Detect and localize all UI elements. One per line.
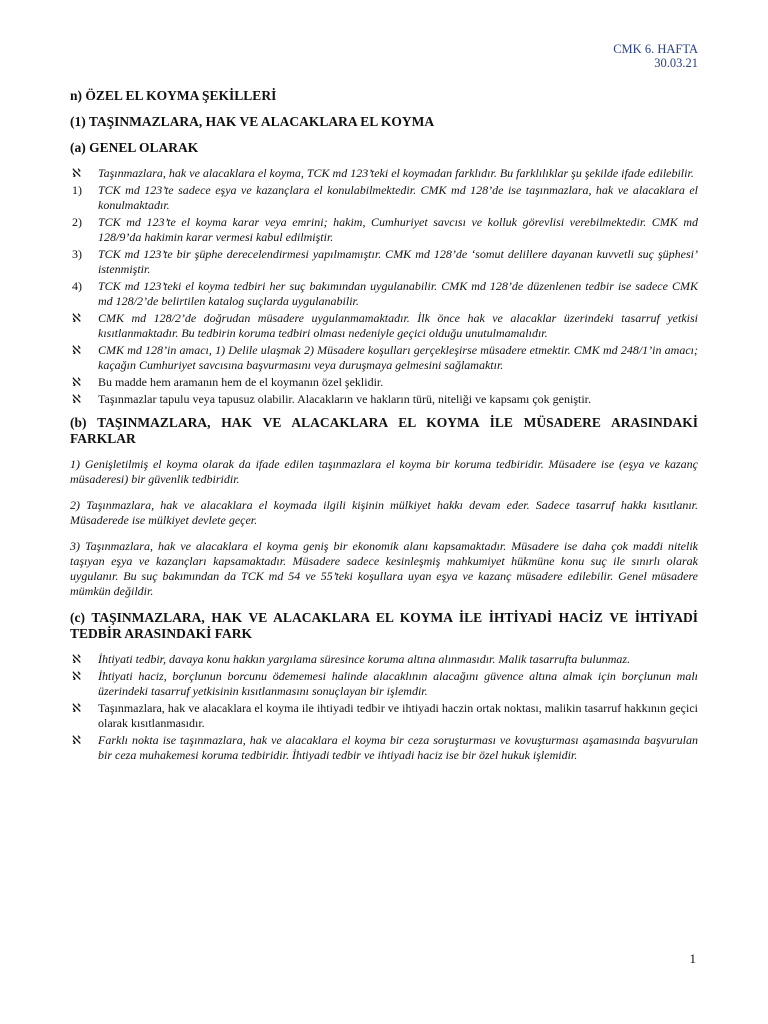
list-marker: ℵ [72, 392, 81, 406]
list-item [70, 183, 698, 213]
list-marker: ℵ [72, 343, 81, 357]
list-marker: ℵ [72, 375, 81, 389]
section-b-paragraph: 1) Genişletilmiş el koyma olarak da ifade edilen taşınmazlara el koyma bir koruma tedbiridir. Müsadere ise (eşya ve kazanç müsaderesi) bir güvenlik tedbiridir. [70, 457, 698, 486]
section-a-list [70, 166, 698, 407]
section-1-heading: (1) TAŞINMAZLARA, HAK VE ALACAKLARA EL KOYMA [70, 114, 435, 129]
list-item-text: TCK md 123’te sadece eşya ve kazançlara el konulabilmektedir. CMK md 128’de ise taşınmazlara, hak ve alacaklara el konulmaktadır. [98, 183, 698, 212]
main-title: n) ÖZEL EL KOYMA ŞEKİLLERİ [70, 88, 277, 103]
list-marker: 1) [72, 183, 82, 197]
list-item [70, 279, 698, 309]
list-item [70, 392, 698, 407]
list-marker: ℵ [72, 701, 81, 715]
section-b-paragraph: 2) Taşınmazlara, hak ve alacaklara el koymada ilgili kişinin mülkiyet hakkı devam eder. Sadece tasarruf hakkı kısıtlanır. Müsaderede ise mülkiyet devlete geçer. [70, 498, 698, 527]
list-item-text: Bu madde hem aramanın hem de el koymanın özel şeklidir. [98, 375, 384, 389]
list-item-text: TCK md 123’te bir şüphe derecelendirmesi yapılmamıştır. CMK md 128’de ‘somut delillere dayanan kuvvetli suç şüphesi’ istenmiştir. [98, 247, 698, 276]
list-marker: 2) [72, 215, 82, 229]
list-marker: ℵ [72, 669, 81, 683]
section-c-heading: (c) TAŞINMAZLARA, HAK VE ALACAKLARA EL KOYMA İLE İHTİYADİ HACİZ VE İHTİYADİ TEDBİR ARASINDAKİ FARK [70, 610, 698, 641]
list-item-text: Taşınmazlara, hak ve alacaklara el koyma ile ihtiyadi tedbir ve ihtiyadi haczin ortak noktası, malikin tasarruf hakkının geçici olarak kısıtlanmasıdır. [98, 701, 698, 730]
list-item-text: CMK md 128/2’de doğrudan müsadere uygulanmamaktadır. İlk önce hak ve alacaklar üzerindeki tasarruf yetkisi kısıtlanmaktadır. Bu tedbirin koruma tedbiri olması nedeniyle geçici olduğu unutulmamalıdır. [98, 311, 698, 340]
list-marker: 4) [72, 279, 82, 293]
list-item [70, 652, 698, 667]
list-marker: 3) [72, 247, 82, 261]
list-item [70, 215, 698, 245]
list-item-text: TCK md 123’teki el koyma tedbiri her suç bakımından uygulanabilir. CMK md 128’de düzenlenen tedbir ise sadece CMK md 128/2’de belirtilen katalog suçlarda uygulanabilir. [98, 279, 698, 308]
list-item-text: Farklı nokta ise taşınmazlara, hak ve alacaklara el koyma bir ceza soruşturması ve kovuşturması aşamasında başvurulan bir ceza muhakemesi koruma tedbiridir. İhtiyadi tedbir ve ihtiyadi haciz ise bir özel hukuk işlemidir. [98, 733, 698, 762]
list-item-text: CMK md 128’in amacı, 1) Delile ulaşmak 2) Müsadere koşulları gerçekleşirse müsadere etmektir. CMK md 248/1’in amacı; kaçağın Cumhuriyet savcısına başvurmasını veya duruşmaya gelmesini sağlamaktır. [98, 343, 698, 372]
list-item [70, 343, 698, 373]
list-marker: ℵ [72, 311, 81, 325]
list-item [70, 701, 698, 731]
list-item [70, 733, 698, 763]
list-item [70, 166, 698, 181]
list-marker: ℵ [72, 733, 81, 747]
header-course: CMK 6. HAFTA [613, 42, 698, 56]
list-item-text: TCK md 123’te el koyma karar veya emrini; hakim, Cumhuriyet savcısı ve kolluk görevlisi verebilmektedir. CMK md 128/9’da hakimin karar vermesi kabul edilmiştir. [98, 215, 698, 244]
section-c-list [70, 652, 698, 763]
list-item-text: Taşınmazlara, hak ve alacaklara el koyma, TCK md 123’teki el koymadan farklıdır. Bu farklılıklar şu şekilde ifade edilebilir. [98, 166, 694, 180]
list-marker: ℵ [72, 652, 81, 666]
header-date: 30.03.21 [654, 56, 698, 70]
list-item-text: İhtiyati tedbir, davaya konu hakkın yargılama süresince koruma altına alınmasıdır. Malik tasarrufta bulunmaz. [98, 652, 631, 666]
list-item [70, 247, 698, 277]
list-item-text: İhtiyati haciz, borçlunun borcunu ödememesi halinde alacaklının alacağını güvence altına almak için borçlunun malı üzerindeki tasarruf yetkisinin kısıtlanmasını sonuçlayan bir işlemdir. [98, 669, 698, 698]
list-item [70, 669, 698, 699]
list-item [70, 311, 698, 341]
list-item-text: Taşınmazlar tapulu veya tapusuz olabilir. Alacakların ve hakların türü, niteliği ve kapsamı çok geniştir. [98, 392, 592, 406]
section-a-heading: (a) GENEL OLARAK [70, 140, 199, 155]
page-header [613, 42, 698, 70]
section-b-heading: (b) TAŞINMAZLARA, HAK VE ALACAKLARA EL KOYMA İLE MÜSADERE ARASINDAKİ FARKLAR [70, 415, 698, 446]
list-item [70, 375, 698, 390]
page-number: 1 [689, 951, 696, 966]
section-b-paragraph: 3) Taşınmazlara, hak ve alacaklara el koyma geniş bir ekonomik alanı kapsamaktadır. Müsadere ise daha çok maddi nitelik taşıyan eşya ve kazançları kapsamaktadır. Müsadere sadece kesinleşmiş mahkumiyet hükmüne konu suç ile sınırlı olarak uygulanır. Bu suç bakımından da TCK md 54 ve 55’teki koşullara uyan eşya ve kazanç müsadere edilebilir. Genel müsadere mümkün değildir. [70, 539, 698, 598]
list-marker: ℵ [72, 166, 81, 180]
document-body [70, 88, 698, 771]
